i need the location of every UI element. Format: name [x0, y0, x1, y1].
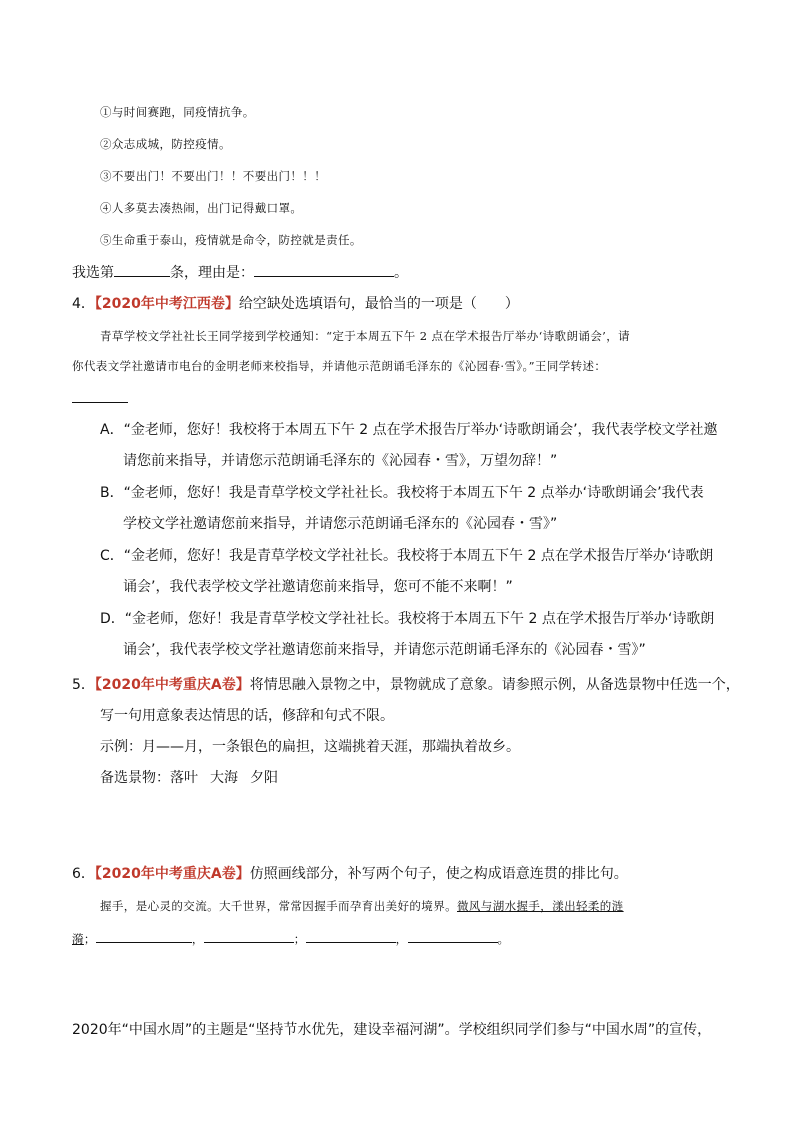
- option-c-line-2: 诵会’，我代表学校文学社邀请您前来指导，您可不能不来啊！”: [123, 579, 513, 595]
- q5-choices: [100, 768, 278, 788]
- choices-label: 备选景物：: [100, 770, 170, 786]
- q3-answer-line: [72, 262, 408, 283]
- question-stem: 给空缺处选填语句，最恰当的一项是（ ）: [238, 296, 519, 312]
- source-tag: 【2020年中考重庆A卷】: [94, 866, 250, 882]
- passage-underlined: 微风与湖水握手，漾出轻柔的涟: [457, 899, 624, 913]
- slogan-5: ⑤生命重于泰山，疫情就是命令，防控就是责任。: [100, 233, 362, 247]
- source-tag: 【2020年中考重庆A卷】: [94, 677, 250, 693]
- choice-item: 大海: [210, 770, 238, 786]
- passage-underlined: 漪: [72, 932, 84, 946]
- option-b-line-1: [100, 483, 704, 503]
- answer-prefix: 我选第: [72, 265, 114, 281]
- option-d-line-2: 诵会’，我代表学校文学社邀请您前来指导，并请您示范朗诵毛泽东的《沁园春・雪》”: [123, 642, 646, 658]
- q5-example: 示例：月——月，一条银色的扁担，这端挑着天涯，那端执着故乡。: [100, 739, 520, 755]
- option-c-line-1: [100, 546, 713, 566]
- option-d-line-1: [100, 609, 714, 629]
- question-number: 4．: [72, 296, 95, 312]
- source-tag: 【2020年中考江西卷】: [94, 296, 239, 312]
- q4-passage-line-1: 青草学校文学社社长王同学接到学校通知：“定于本周五下午 2 点在学术报告厅举办‘诗歌朗诵会’，请: [100, 329, 631, 343]
- option-d-text-1: “金老师，您好！我是青草学校文学社社长。我校将于本周五下午 2 点在学术报告厅举办‘诗歌朗: [124, 611, 715, 627]
- q5-header: [72, 675, 740, 695]
- answer-mid: 条，理由是：: [170, 265, 254, 281]
- question-number: 6．: [72, 866, 95, 882]
- slogan-2: ②众志成城，防控疫情。: [100, 137, 231, 151]
- fill-blank-3[interactable]: [306, 928, 396, 943]
- fill-blank-1[interactable]: [96, 928, 192, 943]
- question-stem: 仿照画线部分，补写两个句子，使之构成语意连贯的排比句。: [249, 866, 628, 882]
- option-b-label: B．: [100, 485, 124, 501]
- passage-plain: 握手，是心灵的交流。大千世界，常常因握手而孕育出美好的境界。: [100, 899, 457, 913]
- option-a-line-1: [100, 420, 718, 440]
- option-b-line-2: 学校文学社邀请您前来指导，并请您示范朗诵毛泽东的《沁园春・雪》”: [123, 516, 558, 532]
- q6-passage-line-1: [100, 896, 624, 916]
- option-a-text-1: “金老师，您好！我校将于本周五下午 2 点在学术报告厅举办‘诗歌朗诵会’，我代表学校文学社邀: [123, 422, 718, 438]
- fill-blank-4[interactable]: [408, 928, 498, 943]
- option-a-label: A．: [100, 422, 124, 438]
- slogan-4: ④人多莫去凑热闹，出门记得戴口罩。: [100, 201, 303, 215]
- answer-end: 。: [394, 265, 408, 281]
- choice-item: 夕阳: [250, 770, 278, 786]
- option-c-label: C．: [100, 548, 124, 564]
- option-b-text-1: “金老师，您好！我是青草学校文学社社长。我校将于本周五下午 2 点举办‘诗歌朗诵会’我代表: [123, 485, 704, 501]
- choice-item: 落叶: [170, 770, 198, 786]
- q6-header: [72, 864, 628, 884]
- option-a-line-2: 请您前来指导，并请您示范朗诵毛泽东的《沁园春・雪》，万望勿辞！”: [123, 453, 558, 469]
- question-stem: 将情思融入景物之中，景物就成了意象。请参照示例，从备选景物中任选一个，: [249, 677, 740, 693]
- q5-stem-line-2: 写一句用意象表达情思的话，修辞和句式不限。: [100, 708, 394, 724]
- question-number: 5．: [72, 677, 95, 693]
- separator: ，: [395, 932, 408, 946]
- option-d-label: D．: [100, 611, 125, 627]
- separator: ，: [191, 932, 204, 946]
- q4-answer-blank[interactable]: [72, 402, 128, 403]
- q6-passage-line-2: [72, 928, 509, 949]
- q7-intro: 2020年“中国水周”的主题是“坚持节水优先，建设幸福河湖”。学校组织同学们参与“中国水周”的宣传，: [72, 1022, 712, 1038]
- reason-blank[interactable]: [254, 262, 394, 277]
- slogan-1: ①与时间赛跑，同疫情抗争。: [100, 105, 255, 119]
- slogan-3: ③不要出门！不要出门！！不要出门！！！: [100, 169, 327, 183]
- separator: ；: [293, 932, 306, 946]
- q4-header: [72, 294, 519, 314]
- separator: 。: [497, 932, 510, 946]
- q4-passage-line-2: 你代表文学社邀请市电台的金明老师来校指导，并请他示范朗诵毛泽东的《沁园春·雪》。”王同学转述：: [72, 359, 607, 373]
- separator: ；: [83, 932, 96, 946]
- choice-blank[interactable]: [114, 262, 170, 277]
- fill-blank-2[interactable]: [204, 928, 294, 943]
- option-c-text-1: “金老师，您好！我是青草学校文学社社长。我校将于本周五下午 2 点在学术报告厅举办‘诗歌朗: [123, 548, 714, 564]
